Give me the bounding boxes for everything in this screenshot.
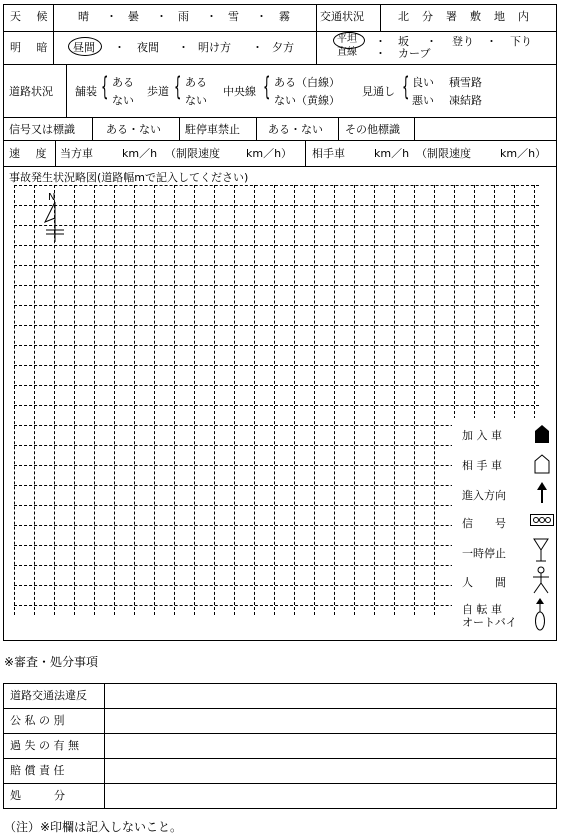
terrain-option-up[interactable]: 登り [452, 35, 474, 48]
paved-label: 舗装 [75, 85, 97, 98]
frozen-road[interactable]: 凍結路 [449, 94, 482, 107]
traffic-option-3[interactable]: 署 [446, 10, 457, 23]
liability-field[interactable] [106, 760, 554, 782]
other-limit: （制限速度 [416, 147, 471, 160]
person-icon [531, 566, 551, 594]
grid-line-horizontal [14, 305, 539, 306]
grid-line-vertical [354, 185, 355, 615]
speed-label: 速 度 [9, 147, 53, 160]
weather-label: 天 候 [10, 10, 54, 23]
traffic-option-2[interactable]: 分 [422, 10, 433, 23]
grid-line-vertical [274, 185, 275, 615]
review-title: ※審査・処分事項 [4, 655, 99, 669]
centerline-yellow[interactable]: ない（黄線） [274, 94, 340, 107]
sidewalk-no[interactable]: ない [185, 94, 207, 107]
terrain-option-flat[interactable]: 平坦 [337, 34, 357, 45]
grid-line-vertical [134, 185, 135, 615]
traffic-option-5[interactable]: 地 [494, 10, 505, 23]
grid-line-horizontal [14, 225, 539, 226]
light-option-day[interactable]: 昼間 [73, 41, 95, 54]
sidewalk-yes[interactable]: ある [185, 76, 207, 89]
light-option-dusk[interactable]: 夕方 [272, 41, 294, 54]
grid-line-vertical [54, 185, 55, 615]
grid-line-vertical [34, 185, 35, 615]
other-vehicle-speed-label: 相手車 [312, 147, 345, 160]
public-private-field[interactable] [106, 710, 554, 732]
grid-line-vertical [414, 185, 415, 615]
disposition-field[interactable] [106, 785, 554, 807]
signal-icon [530, 514, 554, 526]
grid-line-vertical [14, 185, 15, 615]
legend-own-vehicle: 加 入 車 [462, 429, 502, 442]
review-row-traffic-law: 道路交通法違反 [10, 689, 87, 702]
review-row-public-private: 公 私 の 別 [10, 714, 65, 727]
visibility-bad[interactable]: 悪い [412, 94, 434, 107]
grid-line-vertical [334, 185, 335, 615]
terrain-option-straight[interactable]: 直線 [337, 47, 357, 58]
grid-line-horizontal [14, 405, 539, 406]
grid-line-horizontal [14, 185, 539, 186]
visibility-label: 見通し [362, 85, 395, 98]
own-vehicle-icon [534, 424, 550, 444]
traffic-option-6[interactable]: 内 [518, 10, 529, 23]
sidewalk-label: 歩道 [147, 85, 169, 98]
legend-stop: 一時停止 [462, 547, 506, 560]
footnote: （注）※印欄は記入しないこと。 [4, 820, 183, 834]
grid-line-horizontal [14, 385, 539, 386]
grid-line-vertical [374, 185, 375, 615]
paved-yes[interactable]: ある [112, 76, 134, 89]
own-kmh: km／h [122, 147, 158, 160]
review-row-liability: 賠 償 責 任 [10, 764, 65, 777]
bicycle-icon [533, 598, 547, 632]
review-row-disposition: 処 分 [10, 789, 65, 802]
grid-line-vertical [194, 185, 195, 615]
north-arrow-icon [42, 200, 68, 244]
legend-signal: 信 号 [462, 517, 506, 530]
weather-option-rain[interactable]: 雨 [178, 10, 189, 23]
grid-line-vertical [234, 185, 235, 615]
grid-line-horizontal [14, 205, 539, 206]
grid-line-horizontal [14, 365, 539, 366]
grid-line-vertical [114, 185, 115, 615]
light-option-dawn[interactable]: 明け方 [198, 41, 231, 54]
road-label: 道路状況 [9, 85, 53, 98]
own-limit-kmh: km／h） [246, 147, 293, 160]
visibility-good[interactable]: 良い [412, 76, 434, 89]
grid-line-horizontal [14, 325, 539, 326]
light-option-night[interactable]: 夜間 [137, 41, 159, 54]
paved-no[interactable]: ない [112, 94, 134, 107]
no-parking-value[interactable]: ある・ない [268, 123, 323, 136]
negligence-field[interactable] [106, 735, 554, 757]
centerline-white[interactable]: ある（白線） [274, 76, 340, 89]
grid-line-vertical [254, 185, 255, 615]
other-kmh: km／h [374, 147, 410, 160]
legend-bicycle: 自 転 車 [462, 603, 502, 616]
other-sign-label: その他標識 [345, 123, 400, 136]
traffic-option-1[interactable]: 北 [398, 10, 409, 23]
other-vehicle-icon [534, 454, 550, 474]
grid-line-vertical [154, 185, 155, 615]
terrain-option-curve[interactable]: カーブ [398, 47, 431, 60]
signal-value[interactable]: ある・ない [106, 123, 161, 136]
no-parking-label: 駐停車禁止 [185, 123, 240, 136]
signal-label: 信号又は標識 [9, 123, 75, 136]
weather-option-snow[interactable]: 雪 [228, 10, 239, 23]
legend-motorcycle: オートバイ [462, 616, 517, 629]
own-limit: （制限速度 [165, 147, 220, 160]
snowy-road[interactable]: 積雪路 [449, 76, 482, 89]
legend-other-vehicle: 相 手 車 [462, 459, 502, 472]
light-label: 明 暗 [10, 41, 54, 54]
grid-line-vertical [434, 185, 435, 615]
grid-line-horizontal [14, 245, 539, 246]
traffic-option-4[interactable]: 敷 [470, 10, 481, 23]
grid-line-vertical [74, 185, 75, 615]
grid-line-horizontal [14, 285, 539, 286]
stop-sign-icon [533, 538, 549, 562]
grid-line-vertical [214, 185, 215, 615]
own-vehicle-speed-label: 当方車 [60, 147, 93, 160]
grid-line-vertical [294, 185, 295, 615]
grid-line-vertical [94, 185, 95, 615]
weather-option-cloudy[interactable]: 曇 [128, 10, 139, 23]
weather-option-fog[interactable]: 霧 [279, 10, 290, 23]
grid-line-horizontal [14, 265, 539, 266]
legend-person: 人 間 [462, 576, 506, 589]
legend-direction: 進入方向 [462, 489, 506, 502]
north-label: N [48, 192, 56, 203]
grid-line-vertical [394, 185, 395, 615]
terrain-option-slope[interactable]: 坂 [398, 35, 409, 48]
review-row-negligence: 過 失 の 有 無 [10, 739, 79, 752]
centerline-label: 中央線 [223, 85, 256, 98]
diagram-title: 事故発生状況略図(道路幅mで記入してください) [9, 171, 249, 184]
terrain-option-down[interactable]: 下り [510, 35, 532, 48]
traffic-label: 交通状況 [320, 10, 364, 23]
direction-arrow-icon [536, 482, 548, 504]
grid-line-horizontal [14, 345, 539, 346]
grid-line-vertical [174, 185, 175, 615]
weather-option-sunny[interactable]: 晴 [78, 10, 89, 23]
other-limit-kmh: km／h） [500, 147, 547, 160]
traffic-law-field[interactable] [106, 685, 554, 707]
grid-line-vertical [314, 185, 315, 615]
